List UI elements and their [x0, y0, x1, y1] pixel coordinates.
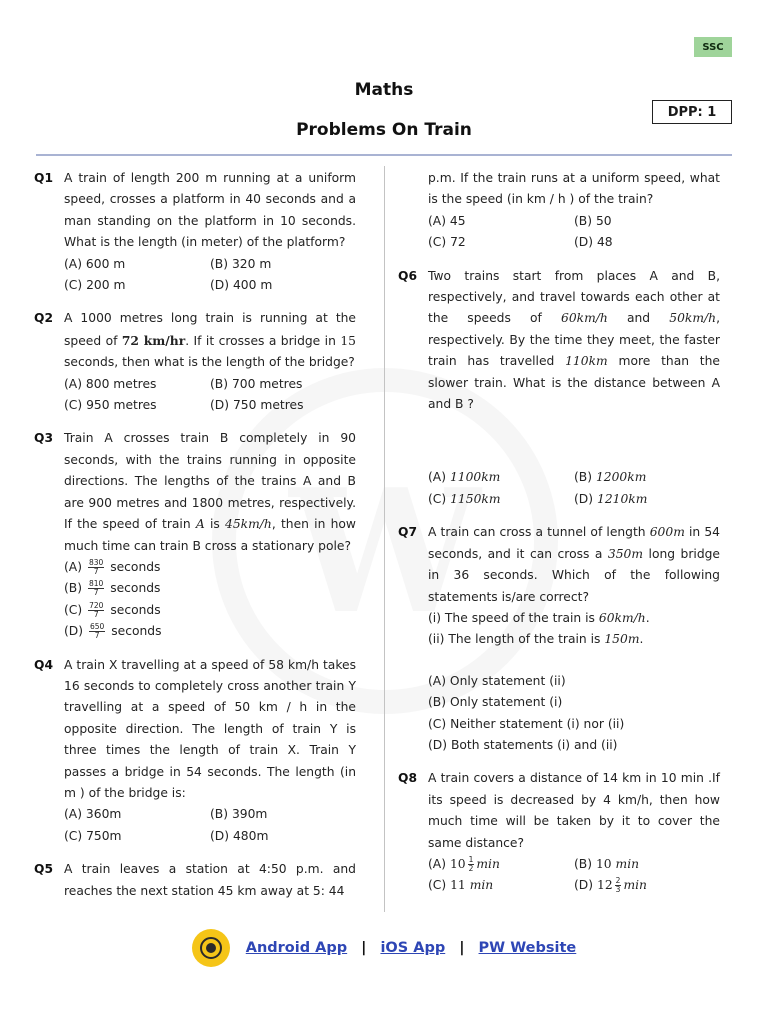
option: (D) 750 metres: [210, 398, 304, 413]
question-8: [398, 768, 720, 896]
option: (A) 10 $\frac{1}{2}$ min: [428, 854, 500, 873]
option: (C) $\frac{720}{7}$ seconds: [64, 600, 161, 619]
question-number: Q7: [398, 525, 418, 540]
question-5: [34, 859, 356, 902]
math-bridge: 350m: [607, 546, 644, 561]
math-distance: 110km: [565, 354, 608, 369]
question-1: [34, 168, 356, 296]
math-tunnel: 600m: [649, 525, 685, 540]
option: (B) Only statement (i): [428, 695, 563, 710]
option: (B) 50: [574, 213, 612, 228]
question-4: [34, 655, 356, 848]
question-number: Q1: [34, 171, 54, 185]
math-speed: 72 km/hr: [121, 332, 186, 348]
question-text: Train A crosses train B completely in 90 seconds, with the trains running in opposite directions. The lengths of the trains A and B are 900 metres and 1800 metres, respectively. If the speed of train A is 45km/h, then in how much time can train B cross a stationary pole?: [64, 431, 356, 553]
option: (C) 11 min: [428, 878, 494, 893]
math-time: 15: [340, 333, 356, 348]
question-text: A train X travelling at a speed of 58 km/h takes 16 seconds to completely cross another train Y travelling at a speed of 50 km / h in the opposite direction. The length of train Y is three times the length of train X. Train Y passes a bridge in 54 seconds. The length (in m ) of the bridge is:: [64, 657, 356, 800]
question-6: [398, 266, 720, 511]
math-speed: 45km/h: [225, 517, 272, 532]
ios-app-link[interactable]: iOS App: [380, 940, 446, 956]
right-column: [398, 168, 720, 909]
column-divider: [384, 166, 385, 912]
question-7: [398, 522, 720, 756]
question-text: A train covers a distance of 14 km in 10 min .If its speed is decreased by 4 km/h, then how much time will be taken by it to cover the same distance?: [428, 771, 720, 850]
exam-tag: SSC: [694, 37, 732, 57]
option: (A) 800 metres: [64, 376, 157, 391]
question-text: Two trains start from places A and B, respectively, and travel towards each other at the speeds of 60km/h and 50km/h, respectively. By the time they meet, the faster train has travelled 110km more than the slower train. What is the distance between A and B ?: [428, 268, 720, 412]
subject-title: Maths: [354, 80, 414, 100]
option: (C) Neither statement (i) nor (ii): [428, 716, 625, 731]
option: (B) 390m: [210, 807, 268, 822]
statement: (ii) The length of the train is 150m.: [428, 632, 644, 647]
header-divider: [36, 154, 732, 156]
statement: (i) The speed of the train is 60km/h.: [428, 610, 650, 625]
option: (D) 480m: [210, 828, 269, 843]
question-3: [34, 428, 356, 642]
option: (D) 48: [574, 235, 613, 250]
question-number: Q3: [34, 431, 54, 446]
customer-service-logo-icon: [192, 929, 230, 967]
footer: [0, 928, 768, 968]
option: (C) 750m: [64, 828, 122, 843]
option: (D) 12 $\frac{2}{3}$ min: [574, 876, 647, 895]
option: (B) 320 m: [210, 256, 272, 271]
question-number: Q2: [34, 311, 54, 326]
left-column: [34, 168, 356, 914]
question-5-continued: [398, 168, 720, 254]
option: (D) $\frac{650}{7}$ seconds: [64, 622, 162, 641]
option: (C) 200 m: [64, 278, 126, 293]
question-text: A train can cross a tunnel of length 600m in 54 seconds, and it can cross a 350m long bridge in 36 seconds. Which of the following statements is/are correct?: [428, 525, 720, 604]
option: (A) 1100km: [428, 470, 501, 485]
option: (A) 600 m: [64, 256, 126, 271]
option: (A) Only statement (ii): [428, 673, 566, 688]
math-speed-1: 60km/h: [561, 311, 608, 326]
question-text: A train leaves a station at 4:50 p.m. and reaches the next station 45 km away at 5: 44: [64, 862, 356, 898]
option: (B) $\frac{810}{7}$ seconds: [64, 579, 161, 598]
android-app-link[interactable]: Android App: [245, 940, 348, 956]
option: (D) Both statements (i) and (ii): [428, 737, 618, 752]
option: (A) 360m: [64, 807, 122, 822]
option: (C) 1150km: [428, 491, 501, 506]
option: (A) 45: [428, 213, 466, 228]
option: (B) 1200km: [574, 470, 647, 485]
option: (C) 72: [428, 235, 466, 250]
option: (A) $\frac{830}{7}$ seconds: [64, 557, 161, 576]
option: (B) 10 min: [574, 856, 640, 871]
pw-website-link[interactable]: PW Website: [478, 940, 577, 956]
footer-separator: |: [459, 940, 465, 956]
question-2: [34, 308, 356, 416]
option: (B) 700 metres: [210, 376, 303, 391]
dpp-badge: DPP: 1: [652, 100, 732, 124]
math-speed-2: 50km/h: [669, 311, 717, 326]
topic-title: Problems On Train: [296, 120, 472, 140]
footer-separator: |: [361, 940, 367, 956]
question-number: Q8: [398, 771, 418, 786]
math-train: A: [195, 517, 205, 532]
option: (D) 1210km: [574, 491, 648, 506]
question-text: A train of length 200 m running at a uniform speed, crosses a platform in 40 seconds and a man standing on the platform in 10 seconds. What is the length (in meter) of the platform?: [64, 171, 356, 250]
option: (C) 950 metres: [64, 398, 157, 413]
question-number: Q5: [34, 862, 54, 877]
option: (D) 400 m: [210, 278, 273, 293]
question-number: Q4: [34, 657, 54, 672]
question-number: Q6: [398, 268, 418, 283]
question-text: A 1000 metres long train is running at the speed of 72 km/hr. If it crosses a bridge in 15 seconds, then what is the length of the bridge?: [64, 311, 356, 370]
question-text: p.m. If the train runs at a uniform speed, what is the speed (in km / h ) of the train?: [428, 171, 720, 207]
